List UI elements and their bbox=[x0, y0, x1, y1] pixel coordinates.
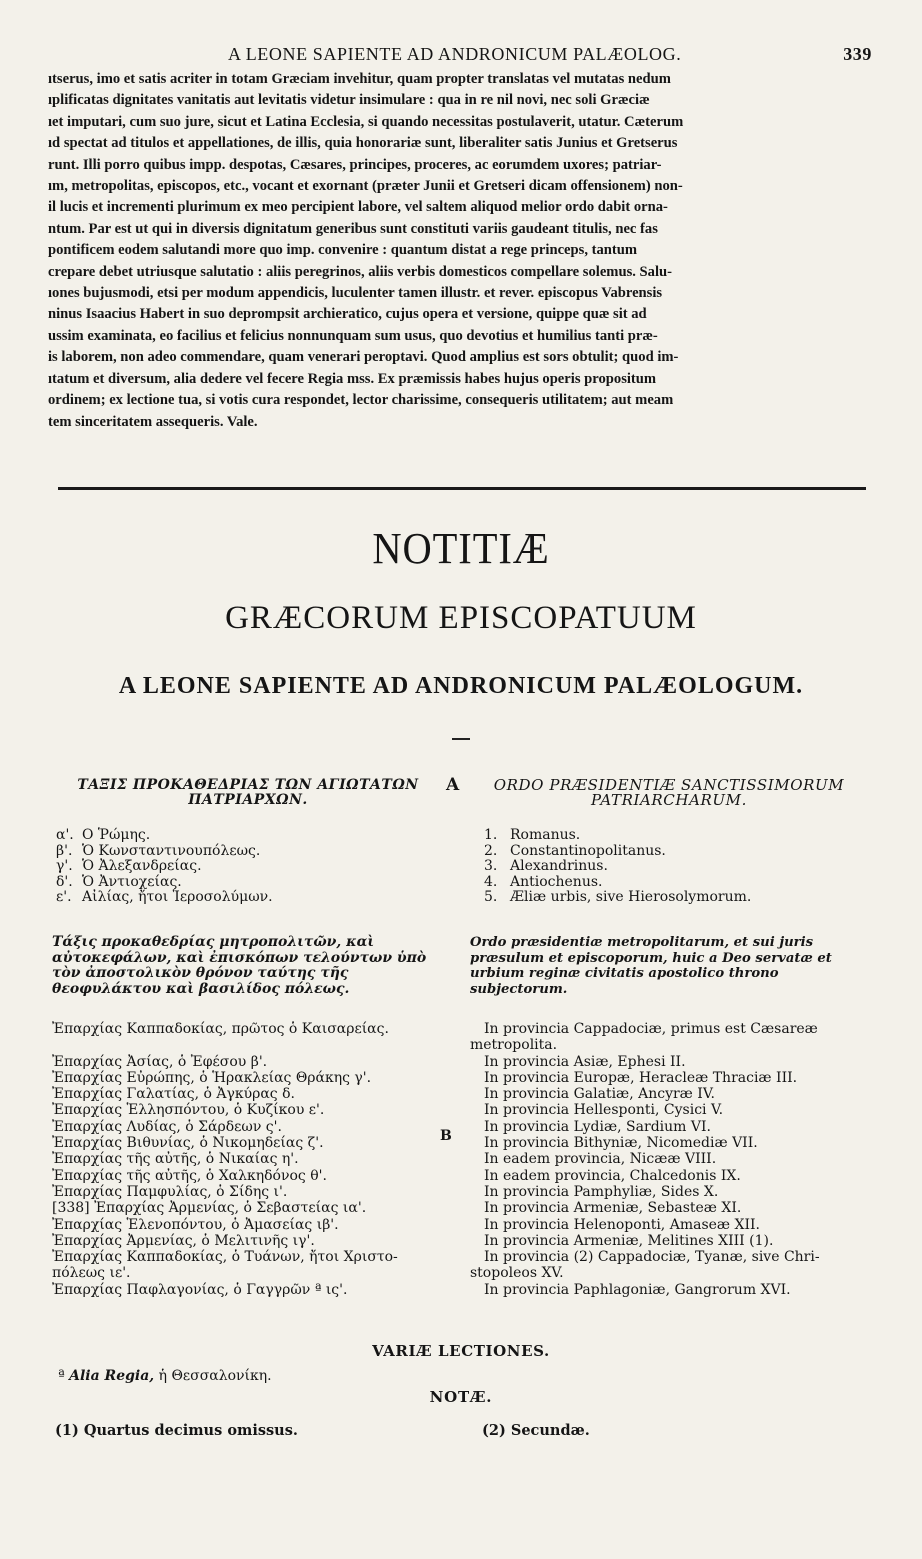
list-item: In provincia Europæ, Heracleæ Thraciæ III. bbox=[484, 1069, 798, 1086]
list-item: 5. Æliæ urbis, sive Hierosolymorum. bbox=[484, 889, 752, 906]
variant-source: Alia Regia, bbox=[69, 1368, 155, 1384]
variae-lectiones-note bbox=[58, 1368, 272, 1384]
preface-line: crepare debet utriusque salutatio : aliis peregrinos, aliis verbis domesticos compellare solemus. Salu- bbox=[48, 263, 672, 280]
list-item: Ἐπαρχίας Καππαδοκίας, ὁ Τυάνων, ἤτοι Χριστο- bbox=[52, 1249, 398, 1266]
list-item: stopoleos XV. bbox=[470, 1265, 564, 1282]
list-item: γ'. Ὁ Ἀλεξανδρείας. bbox=[56, 858, 202, 875]
variae-lectiones-heading: VARIÆ LECTIONES. bbox=[372, 1342, 550, 1360]
list-item: Ἐπαρχίας Ἀσίας, ὁ Ἐφέσου β'. bbox=[52, 1053, 268, 1070]
list-item: Ἐπαρχίας τῆς αὐτῆς, ὁ Χαλκηδόνος θ'. bbox=[52, 1167, 327, 1184]
list-item: Ἐπαρχίας τῆς αὐτῆς, ὁ Νικαίας η'. bbox=[52, 1151, 299, 1168]
title-sub: GRÆCORUM EPISCOPATUUM bbox=[225, 600, 697, 636]
latin-heading: ORDO PRÆSIDENTIÆ SANCTISSIMORUM PATRIARCHARUM. bbox=[493, 776, 845, 809]
list-item: In provincia Hellesponti, Cysici V. bbox=[484, 1102, 724, 1119]
list-item: In provincia Armeniæ, Sebasteæ XI. bbox=[484, 1200, 742, 1217]
greek-intro: Τάξις προκαθεδρίας μητροπολιτῶν, καὶ αὐτοκεφάλων, καὶ ἐπισκόπων τελούντων ὑπὸ τὸν ἀποστολικὸν θρόνον ταύτης τῆς θεοφυλάκτου καὶ βασιλίδος πόλεως. bbox=[52, 934, 427, 997]
list-item: ε'. Αἰλίας, ἤτοι Ἱεροσολύμων. bbox=[56, 889, 273, 906]
latin-intro: Ordo præsidentiæ metropolitarum, et sui juris præsulum et episcoporum, huic a Deo servatæ et urbium reginæ civitatis apostolico throno subjectorum. bbox=[470, 935, 832, 997]
list-item: In provincia Bithyniæ, Nicomediæ VII. bbox=[484, 1135, 758, 1152]
preface-line: ussim examinata, eo facilius et felicius nonnunquam sum usus, quo devotius et humilius tanti præ- bbox=[48, 327, 658, 344]
latin-province-list bbox=[470, 1021, 820, 1298]
running-title: A LEONE SAPIENTE AD ANDRONICUM PALÆOLOG. bbox=[228, 44, 682, 64]
preface-line: ıtatum et diversum, alia dedere vel fecere Regia mss. Ex præmissis habes hujus operis propositum bbox=[48, 370, 657, 387]
list-item: Ἐπαρχίας Γαλατίας, ὁ Ἀγκύρας δ. bbox=[52, 1086, 295, 1103]
preface-line: ntum. Par est ut qui in diversis dignitatum generibus sunt constituti variis gaudeant titulis, nec fas bbox=[48, 220, 658, 237]
preface-text bbox=[48, 69, 878, 433]
list-item: In provincia Cappadociæ, primus est Cæsareæ bbox=[484, 1021, 818, 1037]
list-item: Ἐπαρχίας Λυδίας, ὁ Σάρδεων ς'. bbox=[52, 1118, 282, 1135]
page-number: 339 bbox=[843, 44, 872, 64]
greek-province-list bbox=[52, 1021, 398, 1298]
preface-line: ıones bujusmodi, etsi per modum appendicis, luculenter tamen illustr. et rever. episcopus Vabrensis bbox=[48, 285, 663, 302]
preface-line: pontificem eodem salutandi more quo imp. convenire : quantum distat a rege princeps, tantum bbox=[48, 242, 638, 259]
list-item: Ἐπαρχίας Ἑλενοπόντου, ὁ Ἀμασείας ιβ'. bbox=[52, 1216, 339, 1233]
list-item: α'. Ο Ῥώμης. bbox=[56, 827, 151, 843]
preface-line: ninus Isaacius Habert in suo deprompsit archieratico, cujus opera et versione, quippe quæ sit ad bbox=[48, 306, 647, 323]
list-item: In provincia Pamphyliæ, Sides X. bbox=[484, 1183, 719, 1200]
preface-line: ıd spectat ad titulos et appellationes, de illis, quia honorariæ sunt, liberaliter satis Junius et Gretserus bbox=[48, 135, 678, 152]
list-item: In provincia Asiæ, Ephesi II. bbox=[484, 1053, 686, 1070]
list-item: In provincia Galatiæ, Ancyræ IV. bbox=[484, 1086, 715, 1103]
list-item: Ἐπαρχίας Βιθυνίας, ὁ Νικομηδείας ζ'. bbox=[52, 1135, 324, 1152]
greek-patriarch-list bbox=[56, 828, 273, 906]
list-item: In eadem provincia, Nicææ VIII. bbox=[484, 1151, 717, 1168]
note-1: (1) Quartus decimus omissus. bbox=[55, 1422, 298, 1439]
list-item: In eadem provincia, Chalcedonis IX. bbox=[484, 1167, 741, 1184]
list-item: 1. Romanus. bbox=[484, 827, 581, 843]
latin-patriarch-list bbox=[484, 828, 751, 906]
preface-line: ım, metropolitas, episcopos, etc., vocant et exornant (præter Junii et Gretseri dicam offensionem) non- bbox=[48, 178, 683, 195]
running-head bbox=[40, 44, 882, 70]
list-item: metropolita. bbox=[470, 1037, 558, 1054]
margin-marker-a: A bbox=[446, 775, 460, 795]
greek-heading bbox=[52, 775, 460, 808]
footnote-marker: ª bbox=[58, 1368, 65, 1384]
list-item: In provincia Armeniæ, Melitines XIII (1). bbox=[484, 1232, 774, 1249]
list-item: Ἐπαρχίας Εὐρώπης, ὁ Ἡρακλείας Θράκης γ'. bbox=[52, 1069, 372, 1086]
preface-line: ıet imputari, cum suo jure, sicut et Latina Ecclesia, si quando necessitas postulaverit, utatur. Cæterum bbox=[48, 113, 684, 130]
title-main: NOTITIÆ bbox=[372, 524, 550, 573]
list-item: Ἐπαρχίας Ἀρμενίας, ὁ Μελιτινῆς ιγ'. bbox=[52, 1232, 315, 1249]
preface-line: runt. Illi porro quibus impp. despotas, Cæsares, principes, proceres, ac eorumdem uxores; patriar- bbox=[48, 156, 662, 173]
preface-line: ıtserus, imo et satis acriter in totam Græciam invehitur, quam propter translatas vel mutatas nedum bbox=[48, 71, 671, 87]
preface-line: is laborem, non adeo commendare, quam venerari peroptavi. Quod amplius est sors obtulit; quod im- bbox=[48, 349, 679, 366]
list-item: 4. Antiochenus. bbox=[484, 873, 603, 890]
margin-marker-b: B bbox=[440, 1128, 452, 1144]
notae-heading: NOTÆ. bbox=[429, 1388, 493, 1406]
list-item: [338] Ἐπαρχίας Ἀρμενίας, ὁ Σεβαστείας ια'. bbox=[52, 1200, 367, 1217]
list-item: In provincia Helenoponti, Amaseæ XII. bbox=[484, 1216, 761, 1233]
title-dash bbox=[452, 738, 470, 740]
list-item: δ'. Ὁ Ἀντιοχείας. bbox=[56, 873, 182, 890]
list-item: Ἐπαρχίας Ἑλλησπόντου, ὁ Κυζίκου ε'. bbox=[52, 1102, 325, 1119]
preface-line: ıplificatas dignitates vanitatis aut levitatis videtur insimulare : qua in re nil novi, nec soli Græciæ bbox=[48, 92, 650, 109]
list-item: πόλεως ιε'. bbox=[52, 1265, 131, 1282]
list-item: Ἐπαρχίας Παφλαγονίας, ὁ Γαγγρῶν ª ις'. bbox=[52, 1281, 348, 1298]
list-item: 3. Alexandrinus. bbox=[484, 858, 608, 875]
section-divider bbox=[58, 487, 866, 490]
list-item bbox=[52, 1037, 398, 1053]
preface-line: ordinem; ex lectione tua, si votis cura respondet, lector charissime, consequeris utilitatem; aut meam bbox=[48, 392, 674, 409]
title-subtitle: A LEONE SAPIENTE AD ANDRONICUM PALÆOLOGUM. bbox=[118, 673, 804, 699]
list-item: In provincia Lydiæ, Sardium VI. bbox=[484, 1118, 711, 1135]
list-item: In provincia (2) Cappadociæ, Tyanæ, sive Chri- bbox=[484, 1249, 820, 1266]
note-2: (2) Secundæ. bbox=[482, 1422, 590, 1439]
preface-line: il lucis et incrementi plurimum ex meo percipient labore, vel saltem aliquod melior ordo dabit orna- bbox=[48, 199, 668, 216]
list-item: 2. Constantinopolitanus. bbox=[484, 842, 666, 859]
list-item: β'. Ὁ Κωνσταντινουπόλεως. bbox=[56, 842, 261, 859]
greek-heading-text: ΤΑΞΙΣ ΠΡΟΚΑΘΕΔΡΙΑΣ ΤΩΝ ΑΓΙΩΤΑΤΩΝ ΠΑΤΡΙΑΡΧΩΝ. bbox=[77, 777, 419, 808]
list-item: Ἐπαρχίας Παμφυλίας, ὁ Σίδης ι'. bbox=[52, 1183, 288, 1200]
preface-line: tem sinceritatem assequeris. Vale. bbox=[48, 413, 258, 430]
variant-reading: ἡ Θεσσαλονίκη. bbox=[158, 1368, 272, 1384]
list-item: Ἐπαρχίας Καππαδοκίας, πρῶτος ὁ Καισαρείας. bbox=[52, 1021, 389, 1037]
list-item: In provincia Paphlagoniæ, Gangrorum XVI. bbox=[484, 1281, 791, 1298]
